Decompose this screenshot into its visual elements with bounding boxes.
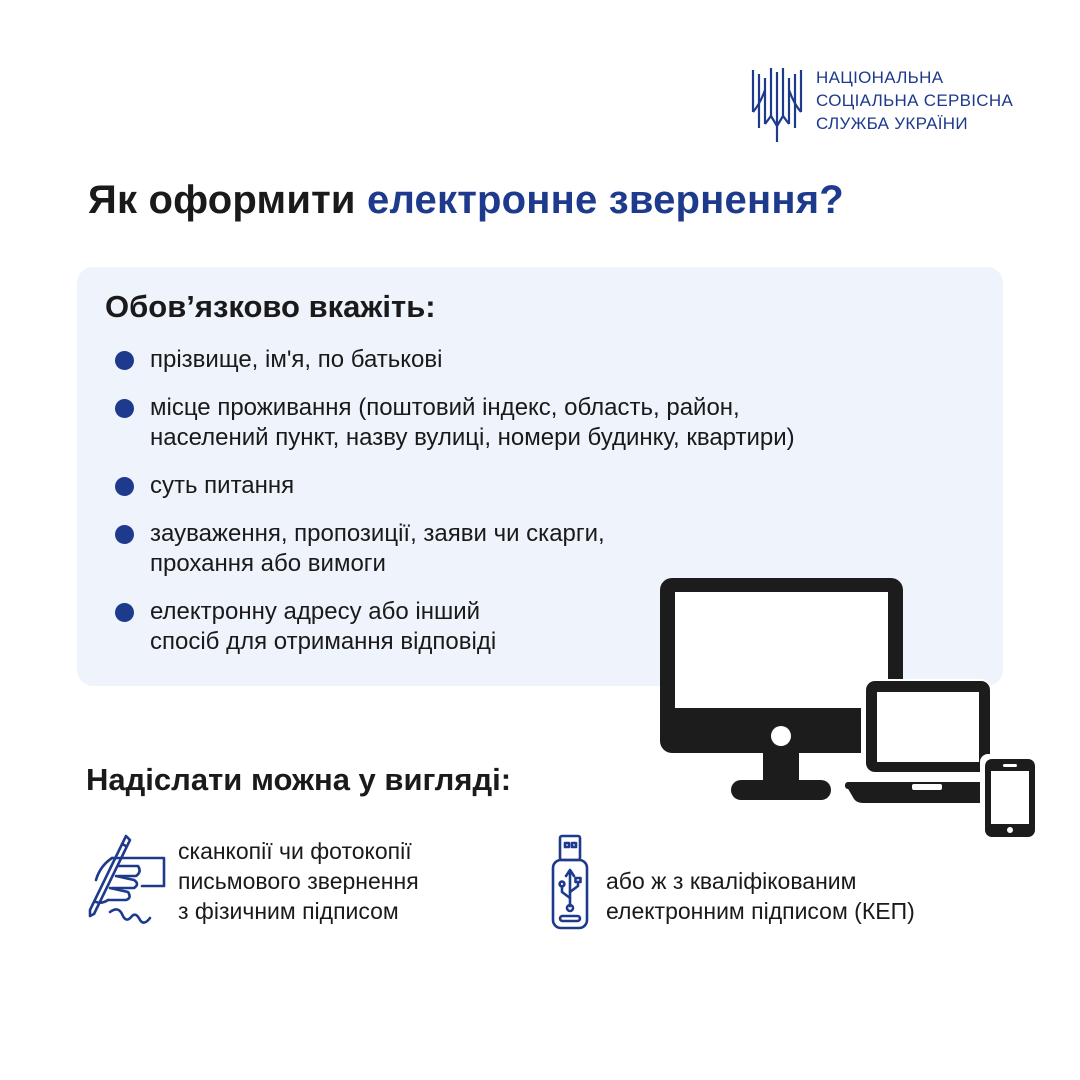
logo-text — [816, 66, 1013, 135]
title-part-accent: електронне звернення? — [367, 178, 844, 222]
list-item — [115, 345, 795, 375]
list-item-text: місце проживання (поштовий індекс, область, район, населений пункт, назву вулиці, номери будинку, квартири) — [150, 394, 795, 451]
bullet-icon — [115, 399, 134, 418]
list-item-text: суть питання — [150, 472, 295, 499]
devices-illustration — [655, 575, 1040, 840]
bullet-icon — [115, 525, 134, 544]
hand-signing-icon — [82, 832, 166, 932]
list-item-text: прізвище, ім'я, по батькові — [150, 346, 443, 373]
list-item-text: електронну адресу або інший спосіб для отримання відповіді — [150, 598, 497, 655]
list-item — [115, 519, 795, 579]
send-option-kep — [548, 832, 915, 932]
logo — [750, 66, 1013, 144]
list-item-text: зауваження, пропозиції, заяви чи скарги, прохання або вимоги — [150, 520, 605, 577]
list-item — [115, 471, 795, 501]
bullet-icon — [115, 603, 134, 622]
page-title — [88, 178, 844, 223]
bullet-icon — [115, 477, 134, 496]
send-option-scan — [82, 832, 419, 932]
send-option-text: сканкопії чи фотокопії письмового звернення з фізичним підписом — [178, 838, 419, 924]
logo-line: СЛУЖБА УКРАЇНИ — [816, 114, 968, 133]
send-heading: Надіслати можна у вигляді: — [86, 762, 512, 797]
phone-icon — [980, 754, 1038, 840]
bullet-icon — [115, 351, 134, 370]
usb-drive-icon — [548, 832, 592, 932]
title-part-plain: Як оформити — [88, 178, 368, 222]
list-item — [115, 393, 795, 453]
logo-line: СОЦІАЛЬНА СЕРВІСНА — [816, 91, 1014, 110]
required-heading: Обов’язково вкажіть: — [105, 289, 436, 324]
send-option-text: або ж з кваліфікованим електронним підписом (КЕП) — [606, 868, 915, 924]
nssu-emblem-icon — [750, 66, 806, 144]
logo-line: НАЦІОНАЛЬНА — [816, 68, 944, 87]
